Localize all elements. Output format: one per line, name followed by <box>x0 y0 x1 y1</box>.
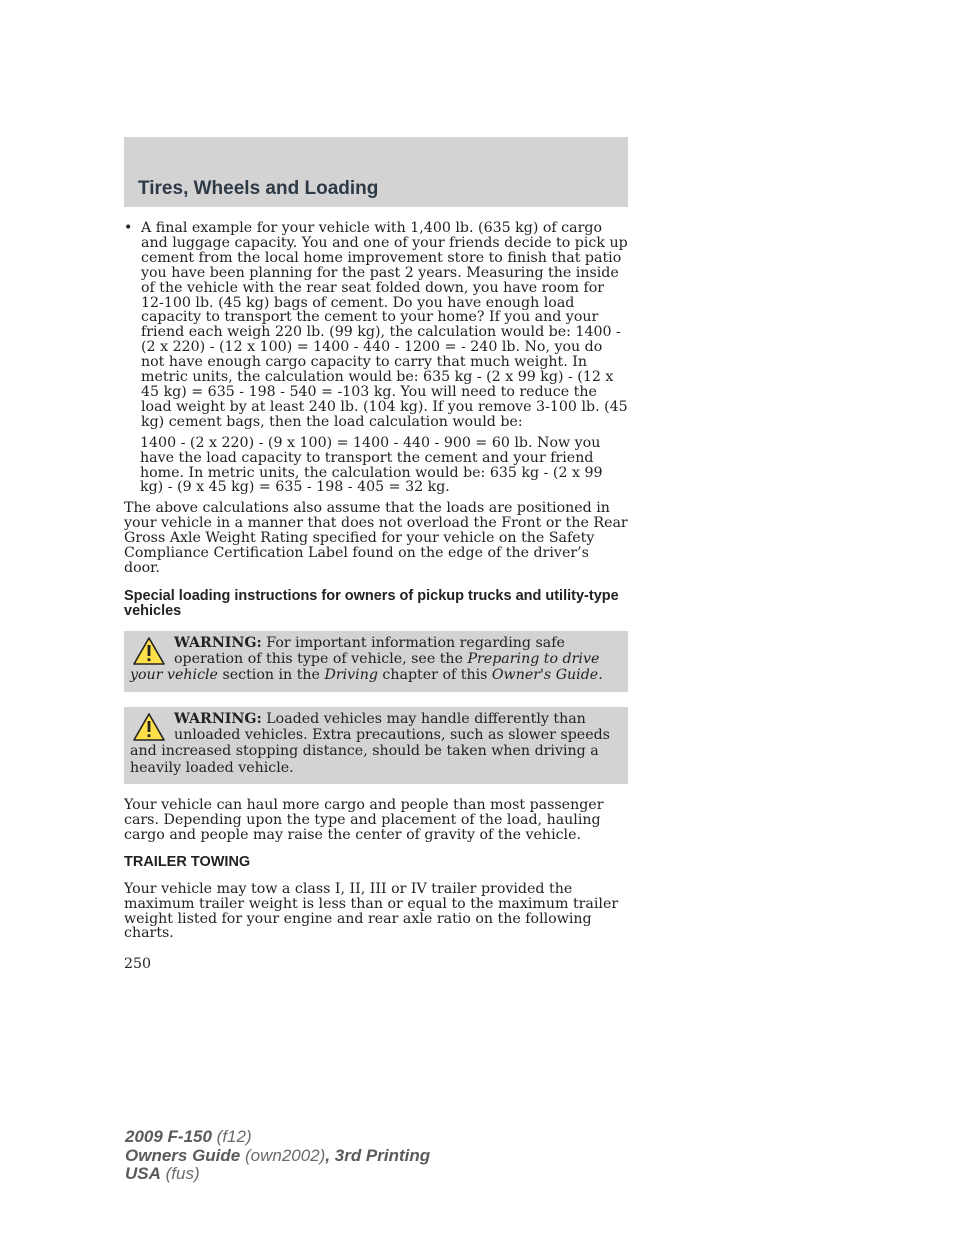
footer-line-model <box>125 1128 430 1147</box>
trailer-paragraph: Your vehicle may tow a class I, II, III or IV trailer provided the maximum trailer weight is less than or equal to the maximum trailer weight listed for your engine and rear axle ratio on the following charts. <box>124 880 619 942</box>
bullet-paragraph: A final example for your vehicle with 1,400 lb. (635 kg) of cargo and luggage capacity. You and one of your friends decide to pick up cement from the local home improvement store to finish that patio you have been planning for the past 2 years. Measuring the inside of the vehicle with the rear seat folded down, you have room for 12-100 lb. (45 kg) bags of cement. Do you have enough load capacity to transport the cement to your home? If you and your friend each weigh 220 lb. (99 kg), the calculation would be: 1400 - (2 x 220) - (12 x 100) = 1400 - 440 - 1200 = - 240 lb. No, you do not have enough cargo capacity to carry that much weight. In metric units, the calculation would be: 635 kg - (2 x 99 kg) - (12 x 45 kg) = 635 - 198 - 540 = -103 kg. You will need to reduce the load weight by at least 240 lb. (104 kg). If you remove 3-100 lb. (45 kg) cement bags, then the load calculation would be: <box>141 220 628 430</box>
warning-text: Loaded vehicles may handle differently than unloaded vehicles. Extra precautions, such as slower speeds and increased stopping distance, should be taken when driving a heavily loaded vehicle. <box>130 710 610 776</box>
section-reference: Preparing to drive your vehicle <box>130 651 600 684</box>
guide-reference: Owner's Guide <box>491 667 599 684</box>
page-content <box>124 221 628 972</box>
haul-paragraph: Your vehicle can haul more cargo and people than most passenger cars. Depending upon the type and placement of the load, hauling cargo and people may raise the center of gravity of the vehicle. <box>124 796 604 843</box>
footer-edition-info <box>125 1128 430 1184</box>
page-title: Tires, Wheels and Loading <box>138 178 379 199</box>
footer-market-code: (fus) <box>160 1164 200 1183</box>
footer-model-code: (f12) <box>211 1127 252 1146</box>
special-loading-heading: Special loading instructions for owners of pickup trucks and utility-type vehicles <box>124 587 619 619</box>
warning-triangle-icon <box>132 712 166 742</box>
bullet-item <box>124 221 628 430</box>
warning-text: section in the <box>217 667 325 684</box>
warning-label: WARNING: <box>174 710 262 727</box>
warning-label: WARNING: <box>174 634 262 651</box>
bullet-marker: • <box>124 220 133 236</box>
trailer-towing-heading: TRAILER TOWING <box>124 853 251 870</box>
page-number: 250 <box>124 956 152 973</box>
warning-text: For important information regarding safe operation of this type of vehicle, see the <box>174 634 565 668</box>
warning-text: chapter of this <box>377 667 492 684</box>
footer-guide-code: (own2002) <box>240 1145 326 1165</box>
chapter-reference: Driving <box>324 667 378 684</box>
assumption-paragraph: The above calculations also assume that the loads are positioned in your vehicle in a manner that does not overload the Front or the Rear Gross Axle Weight Rating specified for your vehicle on the Safety Compliance Certification Label found on the edge of the driver’s door. <box>124 500 628 576</box>
warning-text: . <box>598 667 603 684</box>
footer-market: USA <box>125 1164 161 1183</box>
footer-model: 2009 F-150 <box>125 1127 212 1146</box>
warning-box-1 <box>124 631 628 692</box>
footer-line-market <box>125 1165 430 1184</box>
footer-line-guide <box>125 1147 430 1166</box>
warning-box-2 <box>124 707 628 784</box>
footer-guide: Owners Guide <box>125 1145 241 1165</box>
footer-printing: , 3rd Printing <box>325 1145 431 1165</box>
warning-triangle-icon <box>132 636 166 666</box>
calculation-paragraph: 1400 - (2 x 220) - (9 x 100) = 1400 - 440 - 900 = 60 lb. Now you have the load capacity to transport the cement and your friend home. In metric units, the calculation would be: 635 kg - (2 x 99 kg) - (9 x 45 kg) = 635 - 198 - 405 = 32 kg. <box>140 434 603 496</box>
